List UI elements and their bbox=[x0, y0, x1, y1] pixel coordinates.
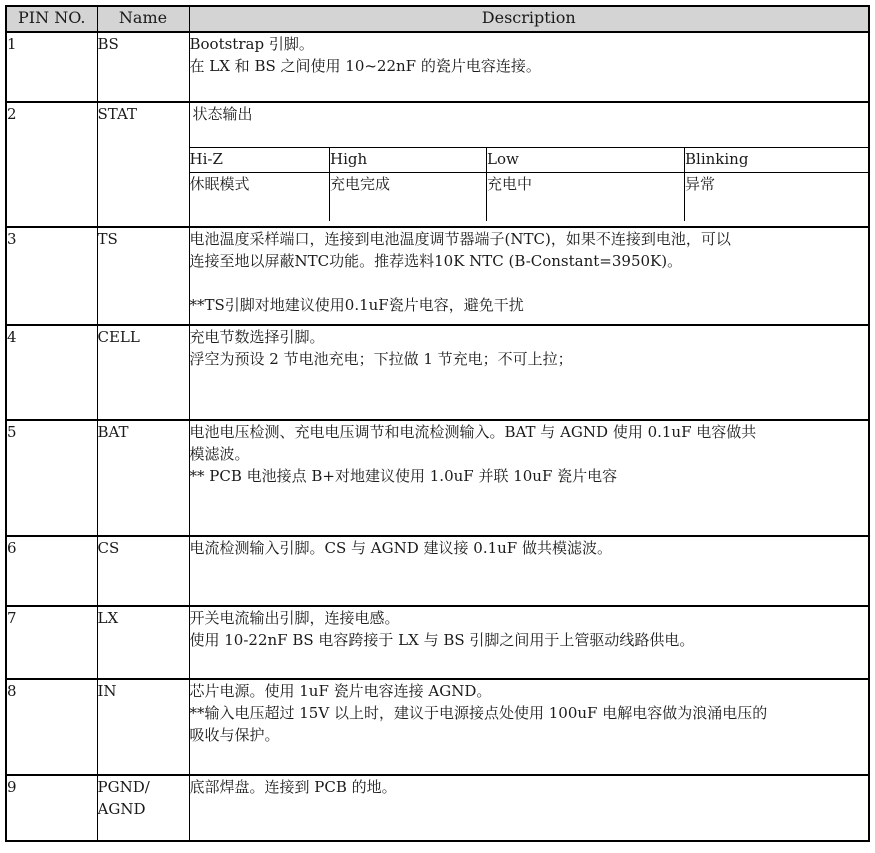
pin-name: CS bbox=[97, 536, 189, 606]
pin-name: BAT bbox=[97, 420, 189, 536]
pin-name: STAT bbox=[97, 102, 189, 227]
description-note: **TS引脚对地建议使用0.1uF瓷片电容，避免干扰 bbox=[189, 296, 524, 314]
pin-number: 2 bbox=[6, 102, 97, 227]
description-line: 电池电压检测、充电电压调节和电流检测输入。BAT 与 AGND 使用 0.1uF 电容做共 bbox=[189, 423, 757, 441]
pin-description bbox=[189, 102, 869, 227]
pin-name-line: PGND/ bbox=[97, 778, 150, 796]
table-row bbox=[6, 775, 869, 841]
pin-description bbox=[189, 227, 869, 325]
description-line: 使用 10-22nF BS 电容跨接于 LX 与 BS 引脚之间用于上管驱动线路供电。 bbox=[189, 631, 695, 649]
pin-number: 3 bbox=[6, 227, 97, 325]
description-line: 芯片电源。使用 1uF 瓷片电容连接 AGND。 bbox=[189, 682, 492, 700]
description-line: **输入电压超过 15V 以上时，建议于电源接点处使用 100uF 电解电容做为浪涌电压的 bbox=[189, 704, 768, 722]
stat-state-table bbox=[190, 147, 869, 221]
pin-name: TS bbox=[97, 227, 189, 325]
description-line: 充电节数选择引脚。 bbox=[189, 328, 325, 346]
table-header-row bbox=[6, 6, 869, 32]
description-line: 电流检测输入引脚。CS 与 AGND 建议接 0.1uF 做共模滤波。 bbox=[189, 539, 612, 557]
stat-state: High bbox=[330, 148, 487, 173]
description-line: 电池温度采样端口，连接到电池温度调节器端子(NTC)，如果不连接到电池，可以 bbox=[189, 230, 731, 248]
table-row bbox=[6, 32, 869, 102]
pin-description bbox=[189, 420, 869, 536]
stat-state-row bbox=[190, 148, 869, 173]
pin-name-line: AGND bbox=[97, 800, 146, 818]
pin-description bbox=[189, 32, 869, 102]
stat-meaning-row bbox=[190, 173, 869, 222]
pin-description bbox=[189, 325, 869, 420]
stat-state: Low bbox=[487, 148, 685, 173]
pin-name: LX bbox=[97, 606, 189, 679]
table-row bbox=[6, 325, 869, 420]
description-line: 在 LX 和 BS 之间使用 10~22nF 的瓷片电容连接。 bbox=[189, 57, 541, 75]
table-row bbox=[6, 227, 869, 325]
pin-name: BS bbox=[97, 32, 189, 102]
description-line: 底部焊盘。连接到 PCB 的地。 bbox=[189, 778, 397, 796]
description-line: 模滤波。 bbox=[189, 445, 250, 463]
pin-number: 1 bbox=[6, 32, 97, 102]
pin-number: 8 bbox=[6, 679, 97, 775]
description-line: 开关电流输出引脚，连接电感。 bbox=[189, 609, 400, 627]
header-name: Name bbox=[97, 6, 189, 32]
pin-name: IN bbox=[97, 679, 189, 775]
header-pin-no: PIN NO. bbox=[6, 6, 97, 32]
pin-description bbox=[189, 536, 869, 606]
header-description: Description bbox=[189, 6, 869, 32]
table-row bbox=[6, 536, 869, 606]
description-line: ** PCB 电池接点 B+对地建议使用 1.0uF 并联 10uF 瓷片电容 bbox=[189, 467, 618, 485]
description-line: 连接至地以屏蔽NTC功能。推荐选料10K NTC (B-Constant=3950K)。 bbox=[189, 252, 683, 270]
pin-number: 4 bbox=[6, 325, 97, 420]
description-line: 吸收与保护。 bbox=[189, 726, 280, 744]
pin-name bbox=[97, 775, 189, 841]
pin-number: 5 bbox=[6, 420, 97, 536]
stat-state: Hi-Z bbox=[190, 148, 330, 173]
pin-description bbox=[189, 775, 869, 841]
pin-number: 6 bbox=[6, 536, 97, 606]
pin-description bbox=[189, 606, 869, 679]
stat-meaning: 异常 bbox=[685, 173, 869, 222]
table-row bbox=[6, 679, 869, 775]
pin-description bbox=[189, 679, 869, 775]
stat-meaning: 充电完成 bbox=[330, 173, 487, 222]
table-row bbox=[6, 606, 869, 679]
stat-meaning: 充电中 bbox=[487, 173, 685, 222]
pin-number: 7 bbox=[6, 606, 97, 679]
pin-number: 9 bbox=[6, 775, 97, 841]
stat-title: 状态输出 bbox=[192, 105, 253, 123]
stat-state: Blinking bbox=[685, 148, 869, 173]
description-line: 浮空为预设 2 节电池充电；下拉做 1 节充电；不可上拉； bbox=[189, 350, 573, 368]
pin-description-table bbox=[5, 5, 870, 842]
table-row bbox=[6, 102, 869, 227]
table-row bbox=[6, 420, 869, 536]
stat-meaning: 休眠模式 bbox=[190, 173, 330, 222]
pin-name: CELL bbox=[97, 325, 189, 420]
description-line: Bootstrap 引脚。 bbox=[189, 35, 314, 53]
